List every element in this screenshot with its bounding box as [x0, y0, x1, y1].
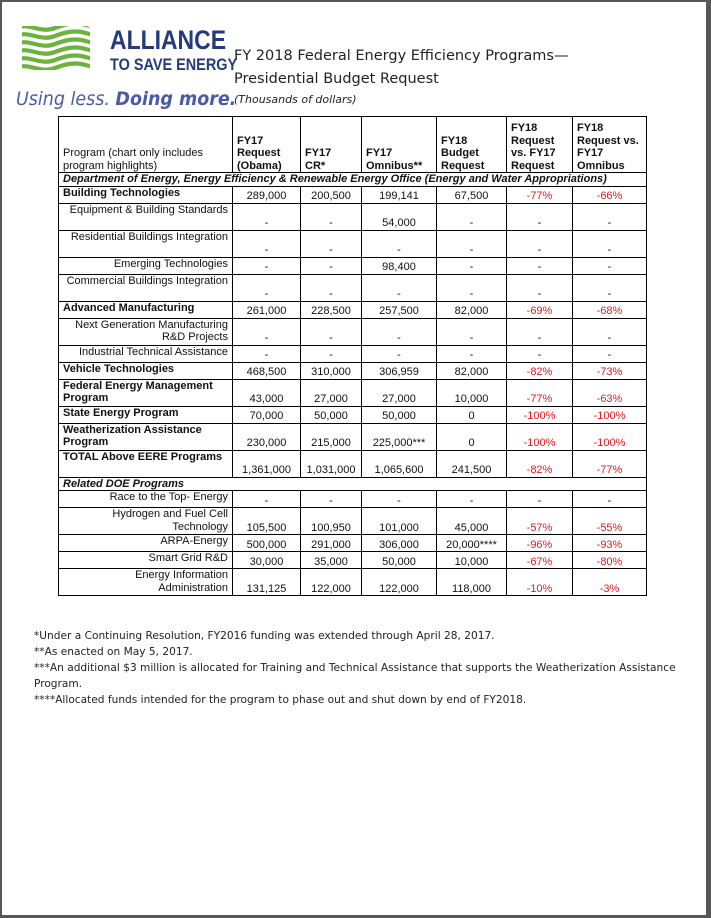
cell-vs-omnibus: -63%	[573, 379, 647, 406]
table-row	[59, 406, 647, 423]
cell-fy17-request: -	[233, 274, 301, 301]
footnote-3: ***An additional $3 million is allocated for Training and Technical Assistance that supports the Weatherization Assistance Program.	[34, 662, 676, 690]
program-name: Industrial Technical Assistance	[59, 345, 233, 362]
cell-fy17-cr: 291,000	[301, 535, 362, 552]
table-row	[59, 491, 647, 508]
cell-fy17-cr: 310,000	[301, 362, 362, 379]
cell-fy17-request: 500,000	[233, 535, 301, 552]
budget-table	[58, 116, 647, 596]
cell-fy18-request: -	[437, 257, 507, 274]
cell-vs-omnibus: -73%	[573, 362, 647, 379]
cell-fy17-cr: 1,031,000	[301, 450, 362, 477]
col-header-fy18-request: FY18 Budget Request	[437, 117, 507, 173]
cell-fy18-request: -	[437, 230, 507, 257]
cell-fy17-omnibus: 306,959	[362, 362, 437, 379]
cell-fy18-request: -	[437, 345, 507, 362]
cell-vs-request: -57%	[507, 508, 573, 535]
cell-vs-request: -67%	[507, 552, 573, 569]
cell-fy17-request: 261,000	[233, 301, 301, 318]
cell-vs-omnibus: -55%	[573, 508, 647, 535]
section-row	[59, 477, 647, 491]
cell-vs-request: -82%	[507, 362, 573, 379]
cell-fy18-request: 82,000	[437, 301, 507, 318]
program-name: Federal Energy Management Program	[59, 379, 233, 406]
program-name: Vehicle Technologies	[59, 362, 233, 379]
cell-vs-omnibus: -	[573, 274, 647, 301]
program-name: Race to the Top- Energy	[59, 491, 233, 508]
cell-fy17-cr: 27,000	[301, 379, 362, 406]
cell-vs-request: -	[507, 257, 573, 274]
cell-fy17-omnibus: 199,141	[362, 186, 437, 203]
cell-vs-omnibus: -100%	[573, 423, 647, 450]
cell-vs-omnibus: -68%	[573, 301, 647, 318]
program-name: Weatherization Assistance Program	[59, 423, 233, 450]
cell-vs-request: -	[507, 203, 573, 230]
cell-fy17-request: -	[233, 257, 301, 274]
table-row	[59, 552, 647, 569]
cell-fy17-cr: -	[301, 345, 362, 362]
table-row	[59, 535, 647, 552]
cell-fy17-omnibus: 50,000	[362, 406, 437, 423]
cell-vs-omnibus: -93%	[573, 535, 647, 552]
footnote-1: *Under a Continuing Resolution, FY2016 funding was extended through April 28, 2017.	[34, 630, 495, 642]
program-name: Emerging Technologies	[59, 257, 233, 274]
cell-vs-omnibus: -	[573, 257, 647, 274]
cell-vs-omnibus: -3%	[573, 569, 647, 596]
cell-fy17-request: 468,500	[233, 362, 301, 379]
cell-fy17-cr: 228,500	[301, 301, 362, 318]
cell-fy17-omnibus: 122,000	[362, 569, 437, 596]
cell-vs-omnibus: -	[573, 318, 647, 345]
cell-fy17-request: 30,000	[233, 552, 301, 569]
logo-line2: TO SAVE ENERGY	[110, 55, 238, 74]
table-row	[59, 274, 647, 301]
program-name: Next Generation Manufacturing R&D Projects	[59, 318, 233, 345]
cell-fy17-request: -	[233, 345, 301, 362]
cell-fy17-request: -	[233, 203, 301, 230]
program-name: Advanced Manufacturing	[59, 301, 233, 318]
program-name: Commercial Buildings Integration	[59, 274, 233, 301]
program-name: Energy Information Administration	[59, 569, 233, 596]
cell-vs-request: -77%	[507, 379, 573, 406]
cell-fy18-request: 82,000	[437, 362, 507, 379]
program-name: Smart Grid R&D	[59, 552, 233, 569]
program-name: Building Technologies	[59, 186, 233, 203]
cell-fy17-request: 43,000	[233, 379, 301, 406]
table-row	[59, 569, 647, 596]
table-row	[59, 345, 647, 362]
cell-fy17-cr: 35,000	[301, 552, 362, 569]
page-title-line2: Presidential Budget Request	[234, 71, 439, 87]
logo-line1: ALLIANCE	[110, 25, 227, 55]
table-row	[59, 379, 647, 406]
cell-fy18-request: -	[437, 491, 507, 508]
section-row	[59, 173, 647, 187]
cell-fy17-cr: -	[301, 491, 362, 508]
cell-fy17-request: 230,000	[233, 423, 301, 450]
table-row	[59, 508, 647, 535]
cell-vs-request: -	[507, 345, 573, 362]
document-page	[2, 2, 706, 915]
cell-fy17-omnibus: 257,500	[362, 301, 437, 318]
cell-vs-request: -82%	[507, 450, 573, 477]
footnote-2: **As enacted on May 5, 2017.	[34, 646, 193, 658]
cell-fy17-cr: -	[301, 203, 362, 230]
col-header-fy17-request: FY17 Request (Obama)	[233, 117, 301, 173]
cell-fy18-request: 0	[437, 423, 507, 450]
cell-vs-request: -	[507, 491, 573, 508]
cell-vs-omnibus: -77%	[573, 450, 647, 477]
table-row	[59, 318, 647, 345]
program-name: TOTAL Above EERE Programs	[59, 450, 233, 477]
table-row	[59, 362, 647, 379]
cell-vs-omnibus: -66%	[573, 186, 647, 203]
col-header-vs-omnibus: FY18 Request vs. FY17 Omnibus	[573, 117, 647, 173]
cell-fy17-omnibus: 306,000	[362, 535, 437, 552]
cell-fy17-request: -	[233, 318, 301, 345]
table-row	[59, 230, 647, 257]
cell-vs-request: -	[507, 274, 573, 301]
cell-fy18-request: 20,000****	[437, 535, 507, 552]
cell-vs-omnibus: -	[573, 203, 647, 230]
cell-vs-omnibus: -	[573, 230, 647, 257]
cell-vs-request: -77%	[507, 186, 573, 203]
cell-fy17-cr: -	[301, 230, 362, 257]
cell-fy18-request: 241,500	[437, 450, 507, 477]
cell-fy18-request: 67,500	[437, 186, 507, 203]
cell-fy18-request: -	[437, 203, 507, 230]
cell-fy17-omnibus: -	[362, 274, 437, 301]
footnote-4: ****Allocated funds intended for the program to phase out and shut down by end of FY2018.	[34, 694, 527, 706]
cell-fy17-omnibus: 27,000	[362, 379, 437, 406]
cell-fy18-request: 0	[437, 406, 507, 423]
cell-vs-request: -100%	[507, 423, 573, 450]
logo-tagline	[16, 88, 236, 110]
cell-fy17-request: 105,500	[233, 508, 301, 535]
program-name: ARPA-Energy	[59, 535, 233, 552]
cell-fy17-omnibus: -	[362, 491, 437, 508]
cell-fy18-request: -	[437, 274, 507, 301]
page-subtitle: (Thousands of dollars)	[234, 93, 357, 106]
cell-vs-request: -10%	[507, 569, 573, 596]
program-name: Hydrogen and Fuel Cell Technology	[59, 508, 233, 535]
cell-fy18-request: 10,000	[437, 379, 507, 406]
cell-vs-request: -	[507, 318, 573, 345]
cell-fy17-cr: -	[301, 274, 362, 301]
cell-fy17-omnibus: 225,000***	[362, 423, 437, 450]
tagline-part2: Doing more.	[115, 88, 237, 110]
cell-vs-request: -69%	[507, 301, 573, 318]
section-related-doe: Related DOE Programs	[59, 477, 647, 491]
table-row-total	[59, 450, 647, 477]
cell-vs-omnibus: -100%	[573, 406, 647, 423]
cell-fy17-request: -	[233, 491, 301, 508]
cell-fy17-request: 1,361,000	[233, 450, 301, 477]
section-eere: Department of Energy, Energy Efficiency & Renewable Energy Office (Energy and Water Appropriations)	[59, 173, 647, 187]
cell-fy17-request: 70,000	[233, 406, 301, 423]
cell-fy17-request: 131,125	[233, 569, 301, 596]
col-header-program: Program (chart only includes program highlights)	[59, 117, 233, 173]
program-name: State Energy Program	[59, 406, 233, 423]
cell-fy18-request: 45,000	[437, 508, 507, 535]
footnotes	[34, 628, 684, 708]
cell-fy17-cr: 215,000	[301, 423, 362, 450]
cell-vs-omnibus: -	[573, 491, 647, 508]
table-row	[59, 423, 647, 450]
col-header-vs-request: FY18 Request vs. FY17 Request	[507, 117, 573, 173]
cell-vs-request: -	[507, 230, 573, 257]
table-row	[59, 186, 647, 203]
cell-fy17-request: -	[233, 230, 301, 257]
program-name: Equipment & Building Standards	[59, 203, 233, 230]
cell-fy17-cr: 122,000	[301, 569, 362, 596]
cell-fy17-omnibus: 101,000	[362, 508, 437, 535]
cell-fy17-cr: 50,000	[301, 406, 362, 423]
cell-fy17-omnibus: 50,000	[362, 552, 437, 569]
tagline-part1: Using less.	[16, 88, 116, 110]
cell-vs-request: -100%	[507, 406, 573, 423]
cell-fy17-cr: 200,500	[301, 186, 362, 203]
col-header-fy17-omnibus: FY17 Omnibus**	[362, 117, 437, 173]
cell-fy17-request: 289,000	[233, 186, 301, 203]
cell-fy17-cr: 100,950	[301, 508, 362, 535]
cell-fy17-cr: -	[301, 318, 362, 345]
page-title-line1: FY 2018 Federal Energy Efficiency Programs—	[234, 48, 569, 64]
cell-fy18-request: 10,000	[437, 552, 507, 569]
cell-vs-omnibus: -80%	[573, 552, 647, 569]
table-header-row	[59, 117, 647, 173]
cell-fy17-omnibus: 98,400	[362, 257, 437, 274]
cell-fy17-omnibus: 54,000	[362, 203, 437, 230]
table-row	[59, 301, 647, 318]
cell-fy17-cr: -	[301, 257, 362, 274]
cell-fy17-omnibus: -	[362, 230, 437, 257]
cell-fy18-request: -	[437, 318, 507, 345]
cell-fy17-omnibus: -	[362, 318, 437, 345]
cell-fy18-request: 118,000	[437, 569, 507, 596]
cell-vs-omnibus: -	[573, 345, 647, 362]
program-name: Residential Buildings Integration	[59, 230, 233, 257]
cell-vs-request: -96%	[507, 535, 573, 552]
table-row	[59, 257, 647, 274]
cell-fy17-omnibus: -	[362, 345, 437, 362]
table-row	[59, 203, 647, 230]
waves-logo-icon	[20, 24, 90, 70]
cell-fy17-omnibus: 1,065,600	[362, 450, 437, 477]
col-header-fy17-cr: FY17 CR*	[301, 117, 362, 173]
